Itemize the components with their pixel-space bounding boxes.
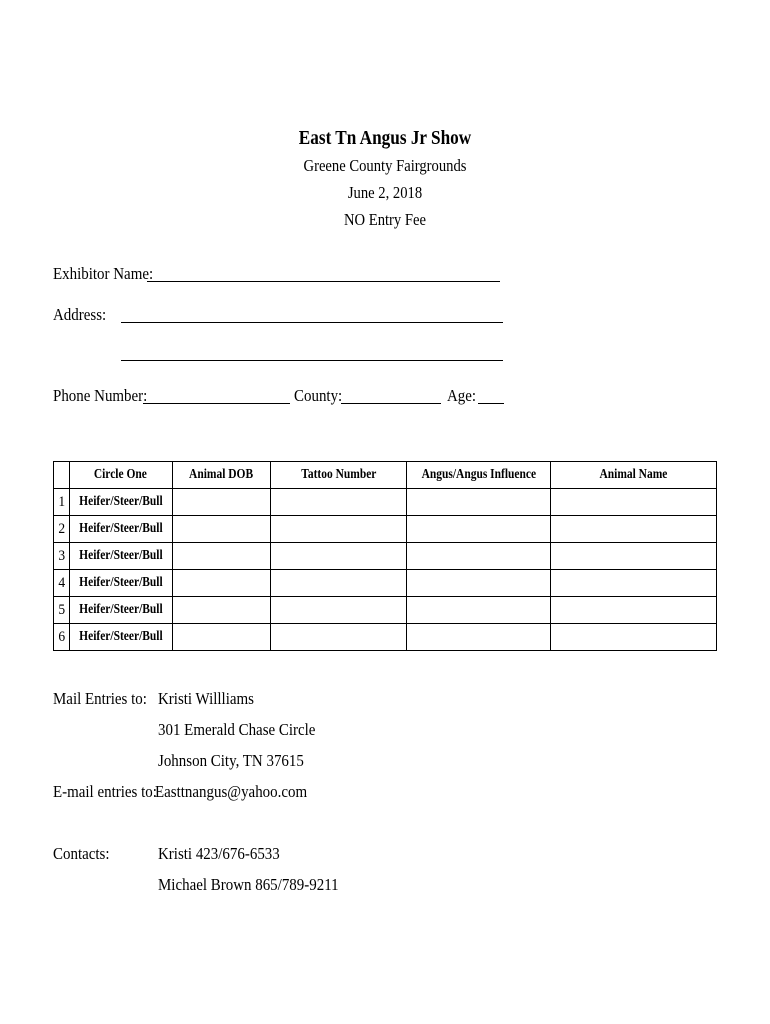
entries-table — [53, 461, 717, 651]
col-header-tattoo-number: Tattoo Number — [270, 462, 406, 489]
exhibitor-name-label: Exhibitor Name: — [53, 264, 154, 283]
tattoo-number-cell[interactable] — [270, 489, 406, 516]
table-row — [54, 624, 717, 651]
animal-name-cell[interactable] — [551, 597, 717, 624]
show-date: June 2, 2018 — [347, 183, 423, 202]
animal-type-cell[interactable]: Heifer/Steer/Bull — [69, 489, 172, 516]
table-row — [54, 516, 717, 543]
col-header-animal-dob: Animal DOB — [172, 462, 270, 489]
animal-name-cell[interactable] — [551, 489, 717, 516]
angus-influence-cell[interactable] — [407, 624, 551, 651]
tattoo-number-cell[interactable] — [270, 570, 406, 597]
animal-type-cell[interactable]: Heifer/Steer/Bull — [69, 624, 172, 651]
animal-type-cell[interactable]: Heifer/Steer/Bull — [69, 543, 172, 570]
animal-type-cell[interactable]: Heifer/Steer/Bull — [69, 570, 172, 597]
contact-kristi: Kristi 423/676-6533 — [158, 844, 280, 863]
mail-entries-label: Mail Entries to: — [53, 689, 147, 708]
mail-street: 301 Emerald Chase Circle — [158, 720, 316, 739]
table-row — [54, 597, 717, 624]
table-row — [54, 489, 717, 516]
show-title: East Tn Angus Jr Show — [298, 127, 472, 149]
tattoo-number-cell[interactable] — [270, 624, 406, 651]
tattoo-number-cell[interactable] — [270, 597, 406, 624]
animal-dob-cell[interactable] — [172, 597, 270, 624]
mail-recipient-name: Kristi Willliams — [158, 689, 254, 708]
age-line[interactable] — [478, 403, 504, 404]
show-location: Greene County Fairgrounds — [303, 156, 467, 175]
col-header-number — [54, 462, 70, 489]
angus-influence-cell[interactable] — [407, 516, 551, 543]
animal-name-cell[interactable] — [551, 516, 717, 543]
address-label: Address: — [53, 305, 107, 324]
table-row — [54, 543, 717, 570]
mail-city: Johnson City, TN 37615 — [158, 751, 304, 770]
county-label: County: — [294, 386, 343, 405]
animal-dob-cell[interactable] — [172, 489, 270, 516]
row-number: 4 — [54, 570, 70, 597]
row-number: 1 — [54, 489, 70, 516]
entry-fee: NO Entry Fee — [343, 210, 427, 229]
animal-type-cell[interactable]: Heifer/Steer/Bull — [69, 516, 172, 543]
animal-type-cell[interactable]: Heifer/Steer/Bull — [69, 597, 172, 624]
email-entries-label: E-mail entries to: — [53, 782, 157, 801]
phone-line[interactable] — [143, 403, 290, 404]
table-header-row — [54, 462, 717, 489]
age-label: Age: — [447, 386, 477, 405]
angus-influence-cell[interactable] — [407, 570, 551, 597]
contacts-label: Contacts: — [53, 844, 110, 863]
angus-influence-cell[interactable] — [407, 597, 551, 624]
animal-dob-cell[interactable] — [172, 543, 270, 570]
county-line[interactable] — [341, 403, 441, 404]
email-address[interactable]: Easttnangus@yahoo.com — [155, 782, 308, 801]
phone-label: Phone Number: — [53, 386, 148, 405]
form-header — [0, 124, 770, 233]
address-line-1[interactable] — [121, 322, 503, 323]
exhibitor-name-line[interactable] — [147, 281, 500, 282]
animal-name-cell[interactable] — [551, 570, 717, 597]
table-row — [54, 570, 717, 597]
animal-name-cell[interactable] — [551, 624, 717, 651]
angus-influence-cell[interactable] — [407, 489, 551, 516]
animal-dob-cell[interactable] — [172, 570, 270, 597]
col-header-angus-influence: Angus/Angus Influence — [407, 462, 551, 489]
animal-name-cell[interactable] — [551, 543, 717, 570]
col-header-animal-name: Animal Name — [551, 462, 717, 489]
row-number: 6 — [54, 624, 70, 651]
row-number: 3 — [54, 543, 70, 570]
col-header-circle-one: Circle One — [69, 462, 172, 489]
animal-dob-cell[interactable] — [172, 516, 270, 543]
tattoo-number-cell[interactable] — [270, 543, 406, 570]
address-line-2[interactable] — [121, 360, 503, 361]
row-number: 2 — [54, 516, 70, 543]
animal-dob-cell[interactable] — [172, 624, 270, 651]
contact-michael-brown: Michael Brown 865/789-9211 — [158, 875, 339, 894]
row-number: 5 — [54, 597, 70, 624]
angus-influence-cell[interactable] — [407, 543, 551, 570]
tattoo-number-cell[interactable] — [270, 516, 406, 543]
